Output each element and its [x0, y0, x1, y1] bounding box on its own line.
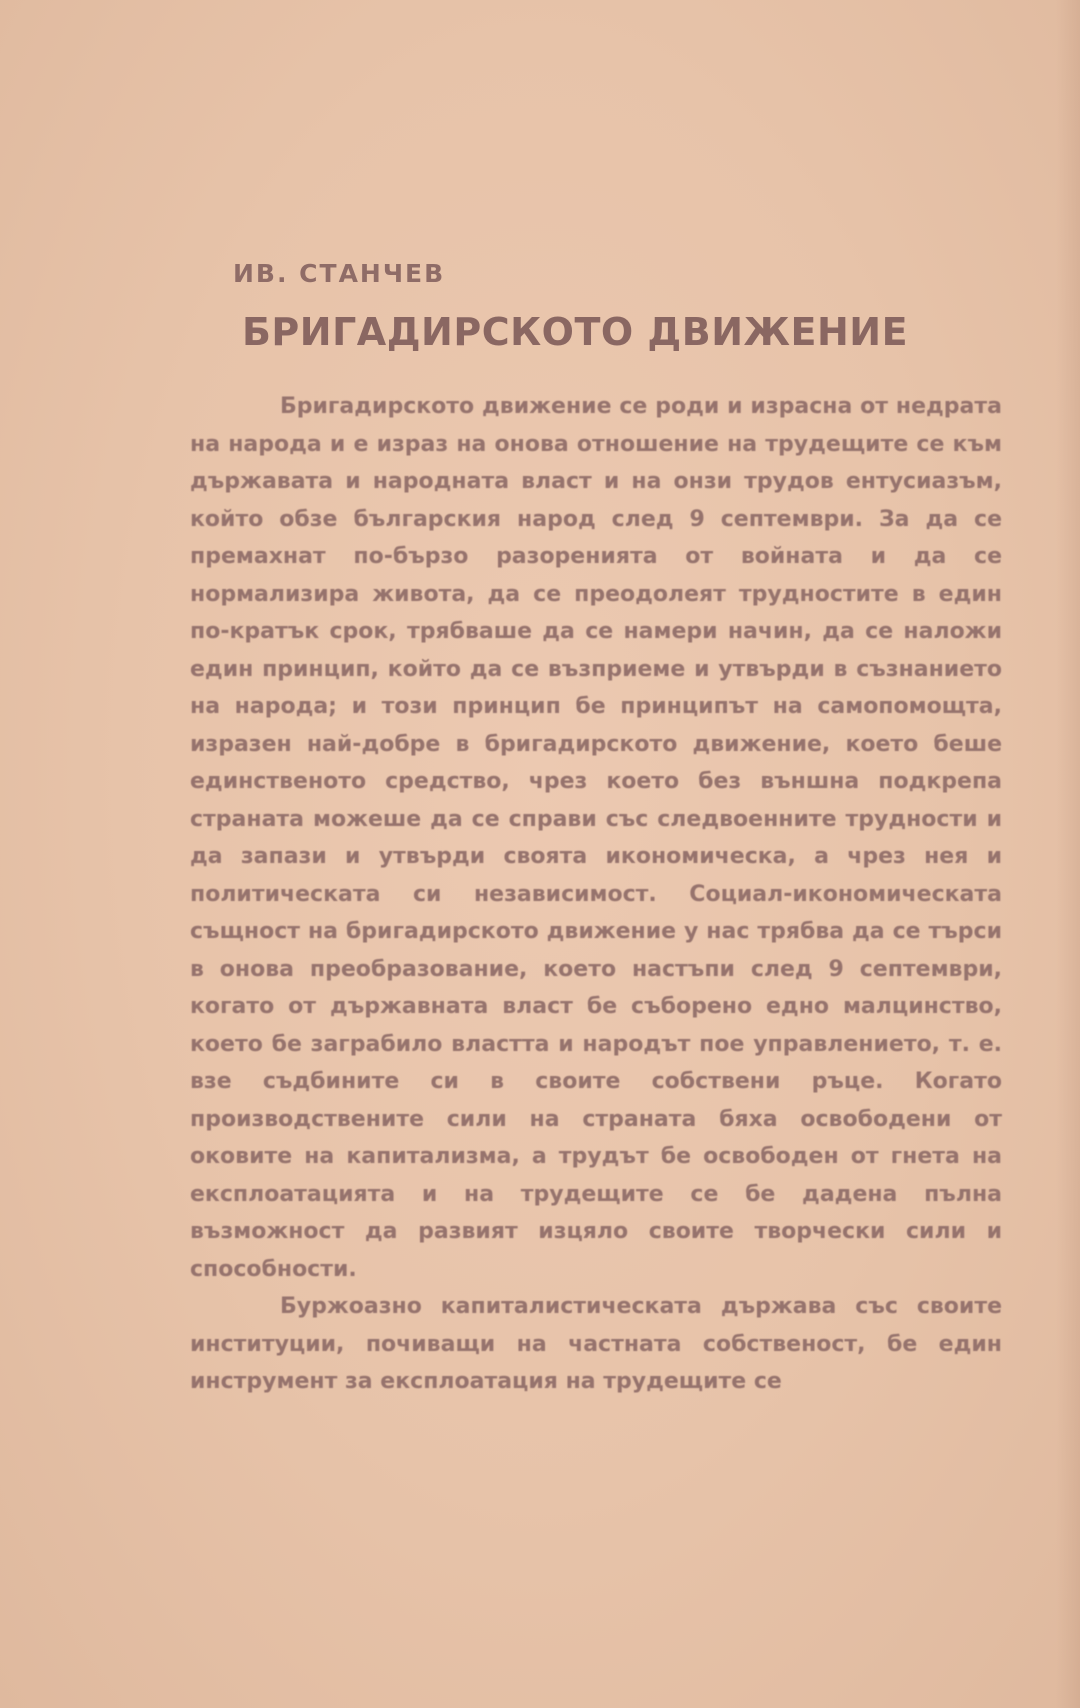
page-edge-shadow — [1056, 0, 1080, 1708]
author-name: ИВ. СТАНЧЕВ — [233, 259, 446, 288]
article-title: БРИГАДИРСКОТО ДВИЖЕНИЕ — [241, 310, 909, 354]
article-body — [190, 388, 1002, 1518]
paragraph: Буржоазно капиталистическата държава със своите институции, почиващи на частната собственост, бе един инструмент за експлоатация на трудещите се — [190, 1294, 1002, 1394]
paragraph: Бригадирското движение се роди и израсна от недрата на народа и е израз на онова отношение на трудещите се към държавата и народната власт и на онзи трудов ентусиазъм, който обзе българския народ след 9 септември. За да се премахнат по-бързо разоренията от войната и да се нормализира живота, да се преодолеят трудностите в един по-кратък срок, трябваше да се намери начин, да се наложи един принцип, който да се възприеме и утвърди в съзнанието на народа; и този принцип бе принципът на самопомощта, изразен най-добре в бригадирското движение, което беше единственото средство, чрез което без външна подкрепа страната можеше да се справи със следвоенните трудности и да запази и утвърди своята икономическа, а чрез нея и политическата си независимост. Социал-икономическата същност на бригадирското движение у нас трябва да се търси в онова преобразование, което настъпи след 9 септември, когато от държавната власт бе съборено едно малцинство, което бе заграбило властта и народът пое управлението, т. е. взе съдбините си в своите собствени ръце. Когато производствените сили на страната бяха освободени от оковите на капитализма, а трудът бе освободен от гнета на експлоатацията и на трудещите се бе дадена пълна възможност да развият изцяло своите творчески сили и способности. — [190, 394, 1002, 1282]
